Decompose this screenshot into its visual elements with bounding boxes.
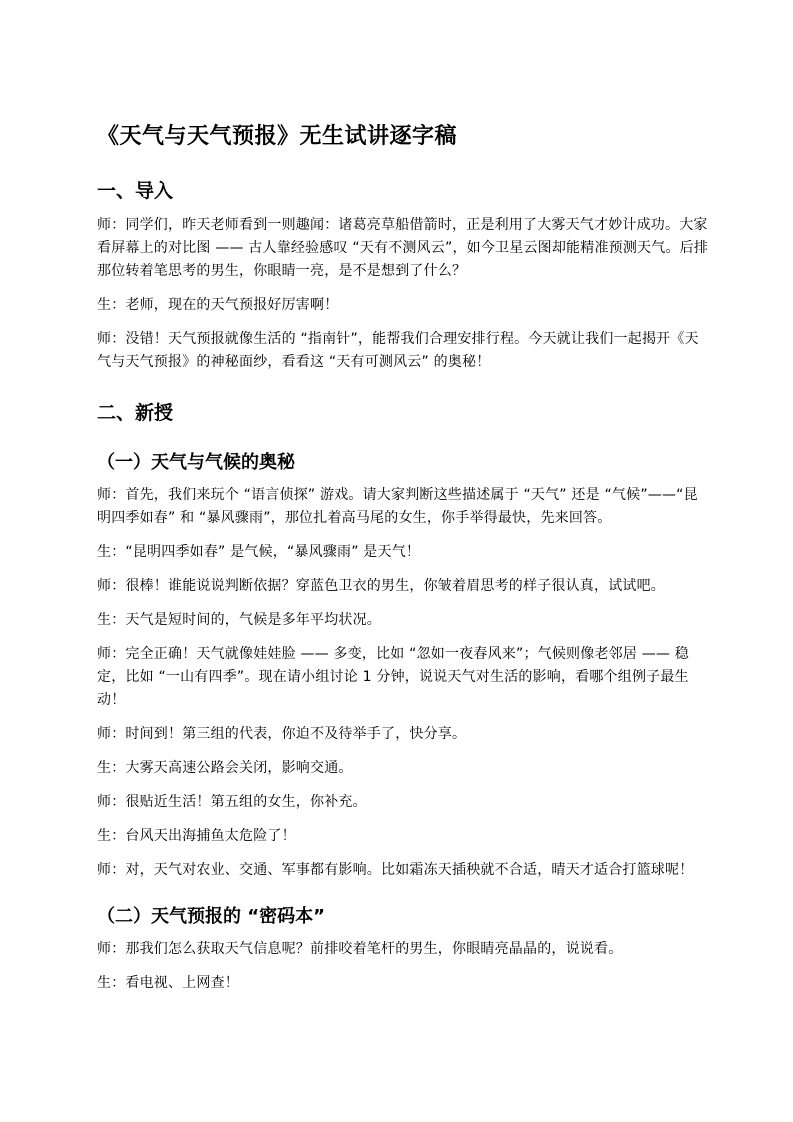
paragraph: 师：那我们怎么获取天气信息呢？前排咬着笔杆的男生，你眼睛亮晶晶的，说说看。 (97, 941, 623, 957)
paragraph: 师：首先，我们来玩个 “语言侦探” 游戏。请大家判断这些描述属于 “天气” 还是 “气候”——“昆明四季如春” 和 “暴风骤雨”，那位扎着高马尾的女生，你手举得最快，先来回答。 (97, 487, 698, 526)
paragraph: 师：很棒！谁能说说判断依据？穿蓝色卫衣的男生，你皱着眉思考的样子很认真，试试吧。 (97, 578, 665, 594)
paragraph: 生：台风天出海捕鱼太危险了！ (97, 828, 296, 844)
subsection-heading-forecast-codebook: （二）天气预报的 “密码本” (97, 906, 325, 927)
document-page (97, 118, 712, 1006)
paragraph: 师：同学们，昨天老师看到一则趣闻：诸葛亮草船借箭时，正是利用了大雾天气才妙计成功。大家看屏幕上的对比图 —— 古人靠经验感叹 “天有不测风云”，如今卫星云图却能精准预测天气。后排那位转着笔思考的男生，你眼睛一亮，是不是想到了什么？ (97, 217, 709, 279)
paragraph: 师：时间到！第三组的代表，你迫不及待举手了，快分享。 (97, 726, 467, 742)
paragraph: 师：没错！天气预报就像生活的 “指南针”，能帮我们合理安排行程。今天就让我们一起揭开《天气与天气预报》的神秘面纱，看看这 “天有可测风云” 的奥秘！ (97, 331, 699, 370)
paragraph: 师：完全正确！天气就像娃娃脸 —— 多变，比如 “忽如一夜春风来”；气候则像老邻居 —— 稳定，比如 “一山有四季”。现在请小组讨论 1 分钟，说说天气对生活的影响，看哪个组例子最生动！ (97, 646, 689, 708)
subsection-heading-weather-climate: （一）天气与气候的奥秘 (97, 452, 295, 473)
paragraph: 师：对，天气对农业、交通、军事都有影响。比如霜冻天插秧就不合适，晴天才适合打篮球呢！ (97, 862, 694, 878)
paragraph: 生：大雾天高速公路会关闭，影响交通。 (97, 760, 353, 776)
paragraph: 师：很贴近生活！第五组的女生，你补充。 (97, 794, 367, 810)
paragraph: 生：天气是短时间的，气候是多年平均状况。 (97, 612, 381, 628)
paragraph: 生：看电视、上网查！ (97, 975, 239, 991)
document-title: 《天气与天气预报》无生试讲逐字稿 (97, 124, 458, 149)
section-heading-intro: 一、导入 (97, 180, 174, 202)
paragraph: 生：老师，现在的天气预报好厉害啊！ (97, 297, 339, 313)
section-heading-new-lesson: 二、新授 (97, 402, 174, 424)
paragraph: 生：“昆明四季如春” 是气候，“暴风骤雨” 是天气！ (97, 544, 421, 560)
